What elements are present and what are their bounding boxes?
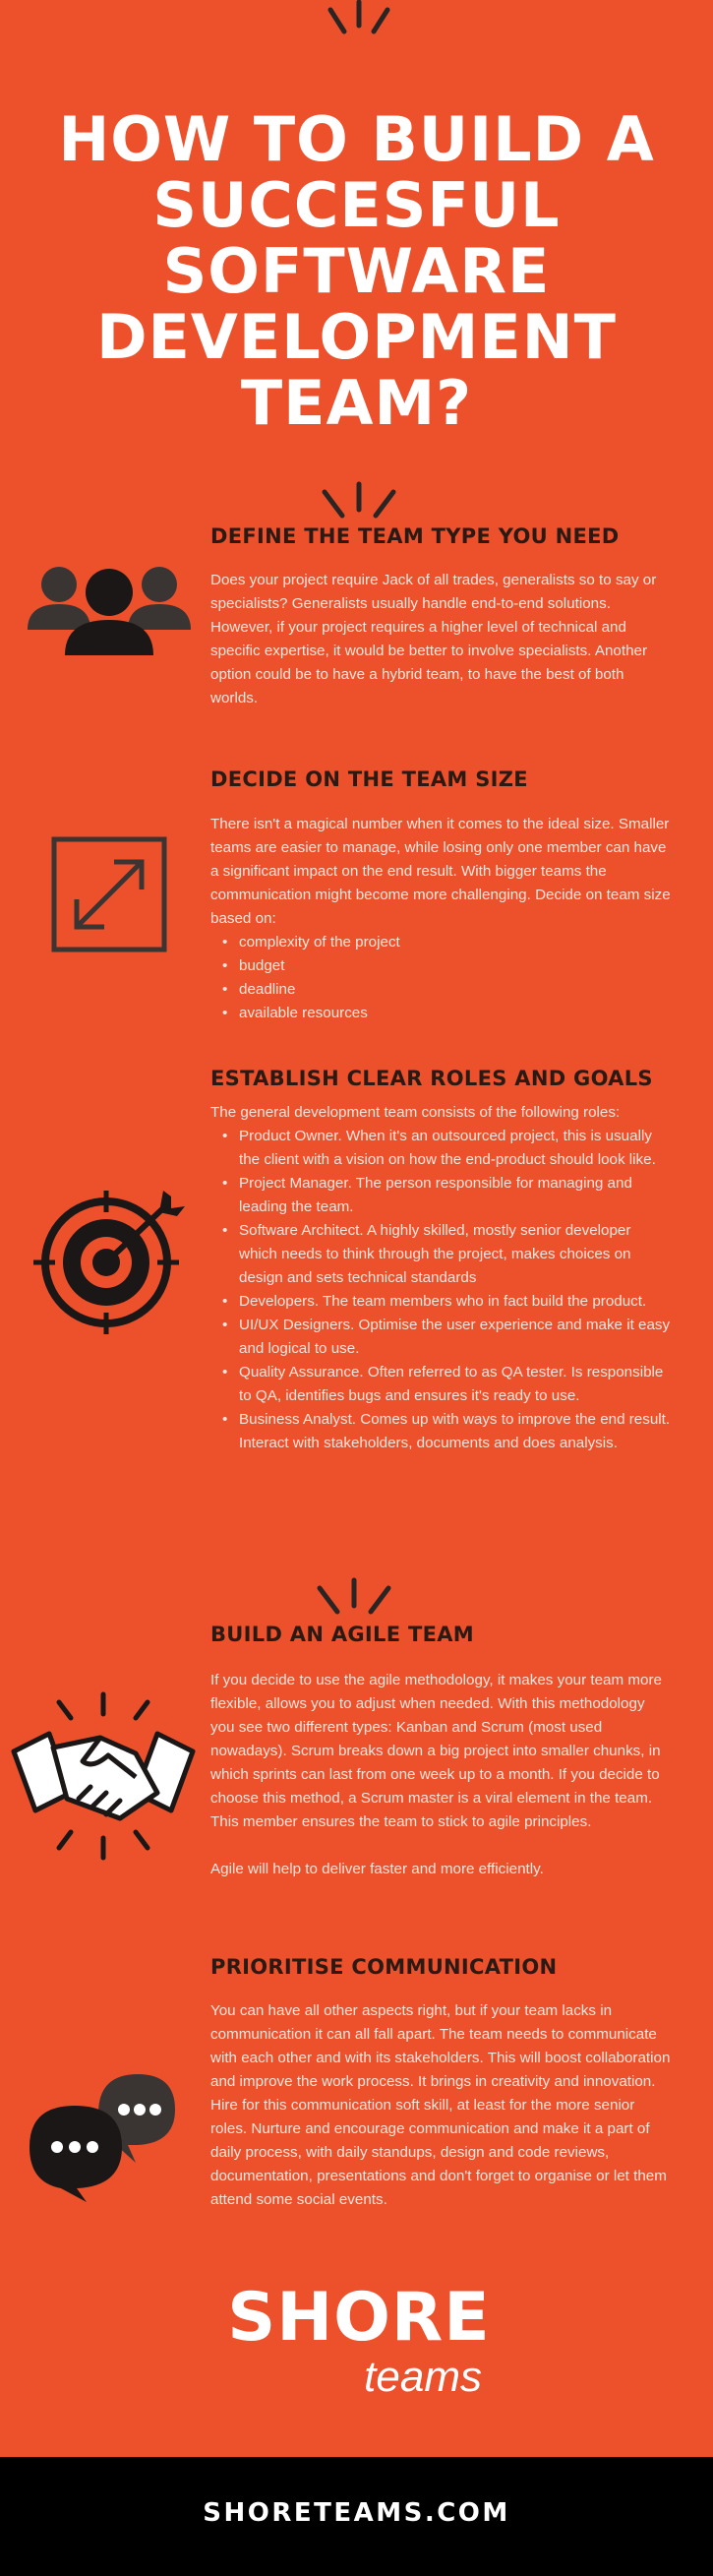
list-item: • Developers. The team members who in fact build the product.	[239, 1290, 673, 1314]
list-item: • complexity of the project	[239, 931, 673, 954]
brand-logo-name: SHORE	[227, 2279, 491, 2357]
list-item: • Business Analyst. Comes up with ways to improve the end result. Interact with stakeholders, documents and does analysis.	[239, 1408, 673, 1455]
list-item: • Project Manager. The person responsible for managing and leading the team.	[239, 1172, 673, 1219]
list-item: • Product Owner. When it's an outsourced project, this is usually the client with a vision on how the end-product should look like.	[239, 1125, 673, 1172]
section-heading-communication: PRIORITISE COMMUNICATION	[210, 1955, 558, 1979]
section-heading-team-type: DEFINE THE TEAM TYPE YOU NEED	[210, 524, 620, 548]
team-people-icon	[26, 559, 193, 657]
section-text-roles-goals: The general development team consists of the following roles: • Product Owner. When it's an outsourced project, this is usually the client with a vision on how the end-product should look like. • Project Manager. The person responsible for managing and leading the team. • Software Architect. A highly skilled, mostly senior developer which needs to think through the project, makes choices on design and sets technical standards • Developers. The team members who in fact build the product. • UI/UX Designers. Optimise the user experience and make it easy and logical to use. • Quality Assurance. Often referred to as QA tester. Is responsible to QA, identifies bugs and ensures it's ready to use. • Business Analyst. Comes up with ways to improve the end result. Interact with stakeholders, documents and does analysis.	[210, 1101, 673, 1455]
section-text-communication: You can have all other aspects right, but if your team lacks in communication it can all fall apart. The team needs to communicate with each other and with its stakeholders. This will boost collaboration and improve the work process. It brings in creativity and innovation. Hire for this communication soft skill, at least for the more senior roles. Nurture and encourage communication and make it a part of daily process, with daily standups, design and code reviews, documentation, presentations and don't forget to organise or let them attend some social events.	[210, 2002, 671, 2208]
section-text-team-size: There isn't a magical number when it comes to the ideal size. Smaller teams are easier to manage, while losing only one member can have a significant impact on the end result. With bigger teams the communication might become more challenging. Decide on team size based on: • complexity of the project • budget • deadline • available resources	[210, 813, 673, 1025]
target-icon	[26, 1177, 193, 1349]
brand-logo-sub: teams	[364, 2353, 482, 2401]
list-item: • deadline	[239, 978, 673, 1002]
list-item: • Software Architect. A highly skilled, mostly senior developer which needs to think through the project, makes choices on design and sets technical standards	[239, 1219, 673, 1290]
section-heading-roles-goals: ESTABLISH CLEAR ROLES AND GOALS	[210, 1067, 653, 1090]
section-text-team-type: Does your project require Jack of all trades, generalists so to say or specialists? Generalists usually handle end-to-end solutions. However, if your project requires a higher level of technical and specific expertise, it would be better to involve specialists. Another option could be to have a hybrid team, to have the best of both worlds.	[210, 572, 657, 706]
footer-website-link[interactable]: SHORETEAMS.COM	[203, 2498, 510, 2528]
burst-decoration-icon	[305, 480, 413, 524]
team-size-criteria-list	[210, 931, 673, 1025]
list-item: • available resources	[239, 1002, 673, 1025]
burst-decoration-icon	[300, 1576, 408, 1621]
section-heading-team-size: DECIDE ON THE TEAM SIZE	[210, 767, 528, 791]
section-heading-agile-team: BUILD AN AGILE TEAM	[210, 1623, 474, 1646]
team-roles-list	[210, 1125, 673, 1455]
burst-decoration-icon	[305, 0, 413, 39]
page-title: HOW TO BUILD A SUCCESFUL SOFTWARE DEVELOPMENT TEAM?	[58, 103, 655, 439]
handshake-icon	[10, 1690, 197, 1863]
footer-bar	[0, 2457, 713, 2576]
list-item: • Quality Assurance. Often referred to as QA tester. Is responsible to QA, identifies bugs and ensures it's ready to use.	[239, 1361, 673, 1408]
expand-arrows-icon	[51, 836, 167, 952]
list-item: • UI/UX Designers. Optimise the user experience and make it easy and logical to use.	[239, 1314, 673, 1361]
list-item: • budget	[239, 954, 673, 978]
section-text-agile-team: If you decide to use the agile methodology, it makes your team more flexible, allows you to adjust when needed. With this methodology you see two different types: Kanban and Scrum (most used nowadays). Scrum breaks down a big project into smaller chunks, in which sprints can last from one week up to a month. If you decide to choose this method, a Scrum master is a viral element in the team. This member ensures the team to stick to agile principles. Agile will help to deliver faster and more efficiently.	[210, 1672, 662, 1877]
chat-bubbles-icon	[26, 2056, 193, 2204]
